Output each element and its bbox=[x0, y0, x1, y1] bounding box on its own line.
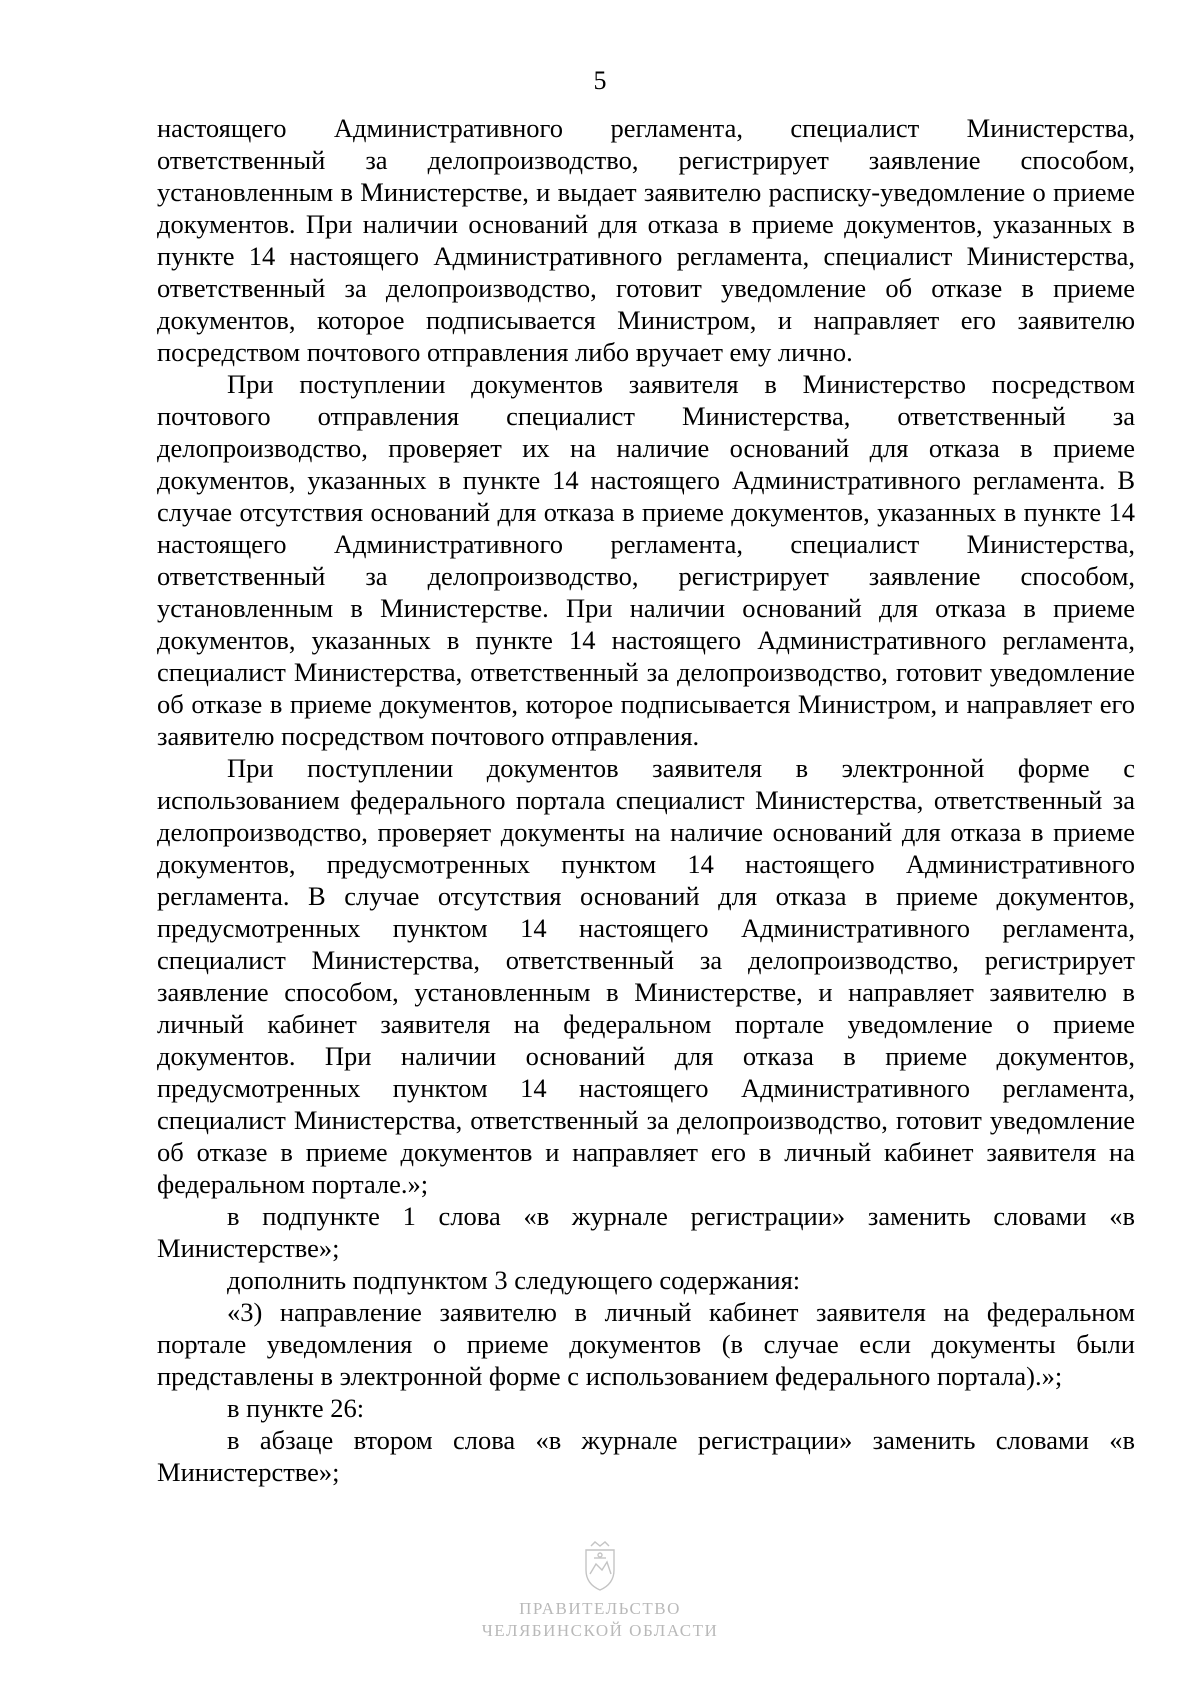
paragraph: настоящего Административного регламента, специалист Министерства, ответственный за делопроизводство, регистрирует заявление способом, установленным в Министерстве, и выдает заявителю расписку-уведомление о приеме документов. При наличии оснований для отказа в приеме документов, указанных в пункте 14 настоящего Административного регламента, специалист Министерства, ответственный за делопроизводство, готовит уведомление об отказе в приеме документов, которое подписывается Министром, и направляет его заявителю посредством почтового отправления либо вручает ему лично. bbox=[157, 113, 1135, 367]
coat-of-arms-icon bbox=[580, 1540, 620, 1592]
stamp-line-2: ЧЕЛЯБИНСКОЙ ОБЛАСТИ bbox=[481, 1621, 719, 1640]
paragraph: При поступлении документов заявителя в электронной форме с использованием федерального портала специалист Министерства, ответственный за делопроизводство, проверяет документы на наличие оснований для отказа в приеме документов, предусмотренных пунктом 14 настоящего Административного регламента. В случае отсутствия оснований для отказа в приеме документов, предусмотренных пунктом 14 настоящего Административного регламента, специалист Министерства, ответственный за делопроизводство, регистрирует заявление способом, установленным в Министерстве, и направляет заявителю в личный кабинет заявителя на федеральном портале уведомление о приеме документов. При наличии оснований для отказа в приеме документов, предусмотренных пунктом 14 настоящего Административного регламента, специалист Министерства, ответственный за делопроизводство, готовит уведомление об отказе в приеме документов и направляет его в личный кабинет заявителя на федеральном портале.»; bbox=[157, 753, 1135, 1199]
paragraph: При поступлении документов заявителя в Министерство посредством почтового отправления специалист Министерства, ответственный за делопроизводство, проверяет их на наличие оснований для отказа в приеме документов, указанных в пункте 14 настоящего Административного регламента. В случае отсутствия оснований для отказа в приеме документов, указанных в пункте 14 настоящего Административного регламента, специалист Министерства, ответственный за делопроизводство, регистрирует заявление способом, установленным в Министерстве. При наличии оснований для отказа в приеме документов, указанных в пункте 14 настоящего Административного регламента, специалист Министерства, ответственный за делопроизводство, готовит уведомление об отказе в приеме документов, которое подписывается Министром, и направляет его заявителю посредством почтового отправления. bbox=[157, 369, 1135, 751]
document-body bbox=[157, 112, 1135, 1488]
government-stamp bbox=[0, 1540, 1200, 1642]
paragraph: «3) направление заявителю в личный кабинет заявителя на федеральном портале уведомления о приеме документов (в случае если документы были представлены в электронной форме с использованием федерального портала).»; bbox=[157, 1297, 1135, 1391]
paragraph: в абзаце втором слова «в журнале регистрации» заменить словами «в Министерстве»; bbox=[157, 1425, 1135, 1487]
paragraph: дополнить подпунктом 3 следующего содержания: bbox=[227, 1265, 801, 1295]
paragraph: в пункте 26: bbox=[227, 1393, 365, 1423]
page-number: 5 bbox=[593, 66, 607, 95]
paragraph: в подпункте 1 слова «в журнале регистрации» заменить словами «в Министерстве»; bbox=[157, 1201, 1135, 1263]
stamp-line-1: ПРАВИТЕЛЬСТВО bbox=[519, 1599, 681, 1618]
